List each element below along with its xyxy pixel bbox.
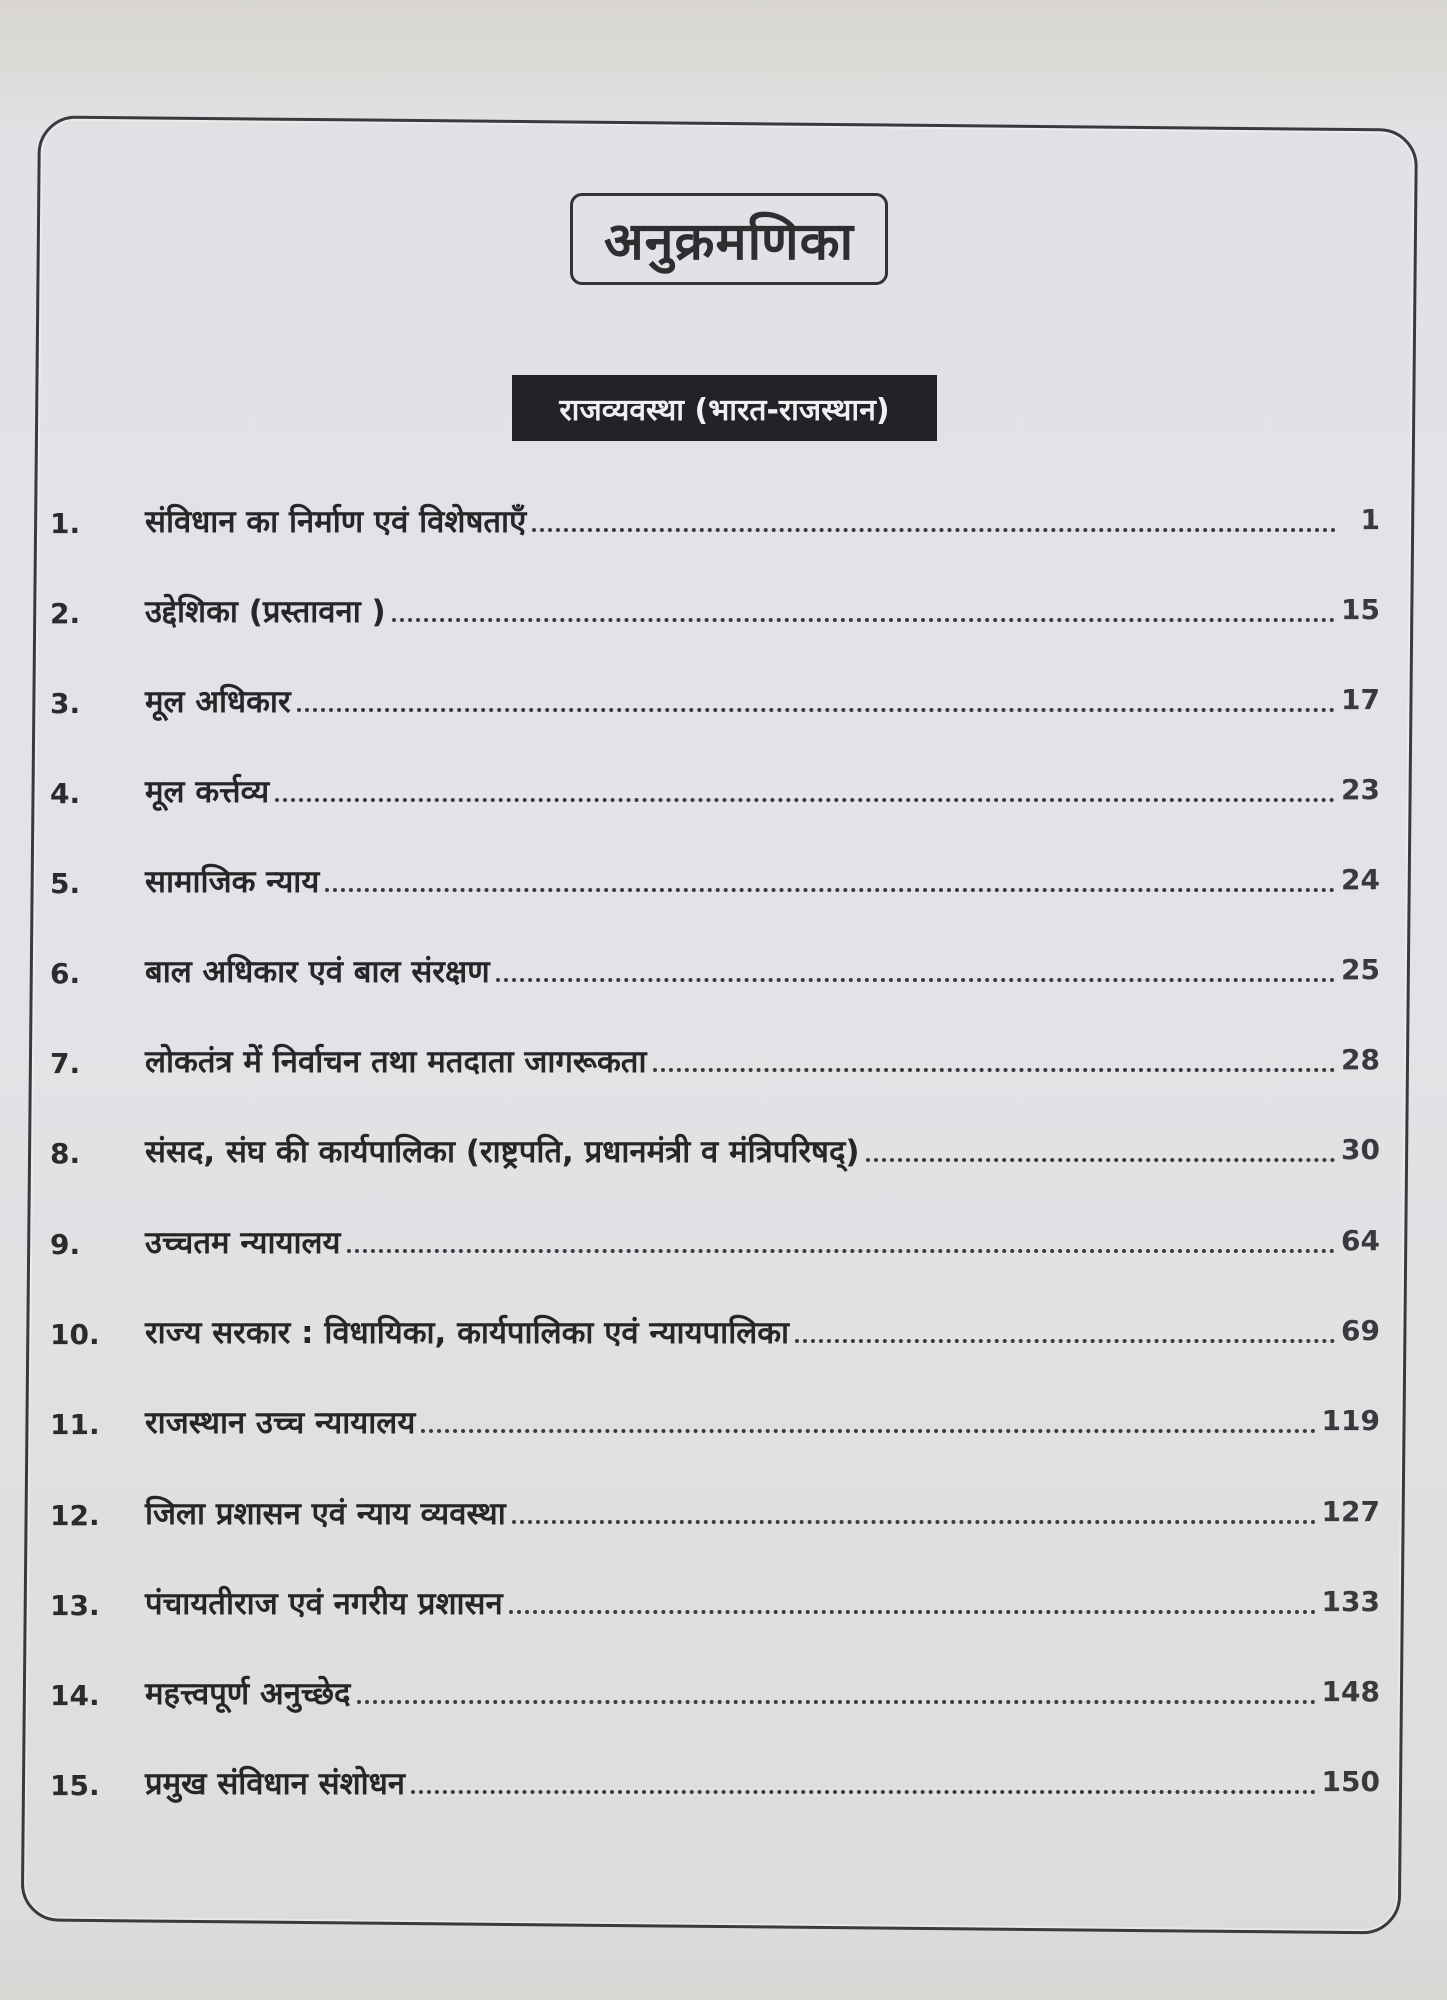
- dot-leader: [866, 1158, 1335, 1162]
- entry-number: 13.: [50, 1589, 100, 1622]
- toc-entry-14[interactable]: [50, 1664, 1380, 1714]
- dot-leader: [275, 798, 1335, 802]
- entry-page: 119: [1321, 1404, 1380, 1437]
- entry-number: 8.: [50, 1137, 81, 1170]
- entry-page: 25: [1341, 953, 1380, 986]
- entry-number: 7.: [50, 1047, 81, 1080]
- entry-title: उद्देशिका (प्रस्तावना ): [145, 594, 386, 630]
- toc-entry-2[interactable]: [50, 582, 1380, 632]
- entry-title: उच्चतम न्यायालय: [145, 1225, 341, 1261]
- toc-entry-6[interactable]: [50, 942, 1380, 992]
- toc-entry-11[interactable]: [50, 1393, 1380, 1443]
- entry-number: 2.: [50, 597, 81, 630]
- entry-page: 15: [1341, 593, 1380, 626]
- toc-entry-12[interactable]: [50, 1484, 1380, 1534]
- dot-leader: [509, 1610, 1316, 1614]
- entry-page: 64: [1341, 1224, 1380, 1257]
- entry-title: जिला प्रशासन एवं न्याय व्यवस्था: [145, 1496, 506, 1532]
- entry-number: 12.: [50, 1499, 100, 1532]
- dot-leader: [653, 1068, 1336, 1072]
- entry-number: 9.: [50, 1228, 81, 1261]
- entry-number: 15.: [50, 1769, 100, 1802]
- entry-page: 23: [1341, 773, 1380, 806]
- entry-page: 28: [1341, 1043, 1380, 1076]
- entry-page: 30: [1341, 1133, 1380, 1166]
- entry-page: 133: [1321, 1585, 1380, 1618]
- entry-title: सामाजिक न्याय: [145, 864, 320, 900]
- toc-entry-9[interactable]: [50, 1213, 1380, 1263]
- entry-title: राज्य सरकार : विधायिका, कार्यपालिका एवं न्यायपालिका: [145, 1315, 790, 1351]
- toc-entry-3[interactable]: [50, 672, 1380, 722]
- entry-title: राजस्थान उच्च न्यायालय: [145, 1405, 416, 1441]
- toc-entry-1[interactable]: [50, 492, 1380, 542]
- toc-entry-7[interactable]: [50, 1032, 1380, 1082]
- dot-leader: [297, 708, 1335, 712]
- entry-title: संविधान का निर्माण एवं विशेषताएँ: [145, 504, 527, 540]
- entry-number: 1.: [50, 507, 81, 540]
- entry-number: 6.: [50, 957, 81, 990]
- entry-number: 3.: [50, 687, 81, 720]
- entry-title: महत्त्वपूर्ण अनुच्छेद: [145, 1676, 351, 1712]
- entry-page: 24: [1341, 863, 1380, 896]
- entry-page: 150: [1321, 1765, 1380, 1798]
- dot-leader: [496, 978, 1335, 982]
- entry-number: 11.: [50, 1408, 100, 1441]
- dot-leader: [512, 1520, 1316, 1524]
- index-title-box: [570, 193, 888, 285]
- dot-leader: [325, 888, 1335, 892]
- toc-entry-15[interactable]: [50, 1754, 1380, 1804]
- entry-page: 127: [1321, 1495, 1380, 1528]
- entry-page: 1: [1360, 503, 1380, 536]
- dot-leader: [411, 1790, 1316, 1794]
- entry-number: 14.: [50, 1679, 100, 1712]
- entry-number: 4.: [50, 777, 81, 810]
- entry-number: 5.: [50, 867, 81, 900]
- toc-entry-13[interactable]: [50, 1574, 1380, 1624]
- entry-title: संसद, संघ की कार्यपालिका (राष्ट्रपति, प्रधानमंत्री व मंत्रिपरिषद्): [145, 1134, 860, 1170]
- entry-page: 17: [1341, 683, 1380, 716]
- toc-entry-10[interactable]: [50, 1303, 1380, 1353]
- entry-title: मूल अधिकार: [145, 684, 291, 720]
- section-banner: [512, 375, 937, 441]
- dot-leader: [532, 528, 1336, 532]
- page-title: अनुक्रमणिका: [603, 211, 855, 272]
- dot-leader: [357, 1700, 1316, 1704]
- entry-page: 148: [1321, 1675, 1380, 1708]
- entry-title: लोकतंत्र में निर्वाचन तथा मतदाता जागरूकता: [145, 1044, 647, 1080]
- section-heading: राजव्यवस्था (भारत-राजस्थान): [559, 392, 890, 428]
- dot-leader: [347, 1249, 1336, 1253]
- toc-entry-4[interactable]: [50, 762, 1380, 812]
- entry-number: 10.: [50, 1318, 100, 1351]
- dot-leader: [421, 1429, 1315, 1433]
- entry-title: बाल अधिकार एवं बाल संरक्षण: [145, 954, 490, 990]
- toc-entry-8[interactable]: [50, 1122, 1380, 1172]
- toc-entry-5[interactable]: [50, 852, 1380, 902]
- dot-leader: [795, 1339, 1335, 1343]
- entry-title: पंचायतीराज एवं नगरीय प्रशासन: [145, 1586, 503, 1622]
- dot-leader: [392, 618, 1335, 622]
- entry-title: मूल कर्त्तव्य: [145, 774, 270, 810]
- entry-page: 69: [1341, 1314, 1380, 1347]
- entry-title: प्रमुख संविधान संशोधन: [145, 1766, 405, 1802]
